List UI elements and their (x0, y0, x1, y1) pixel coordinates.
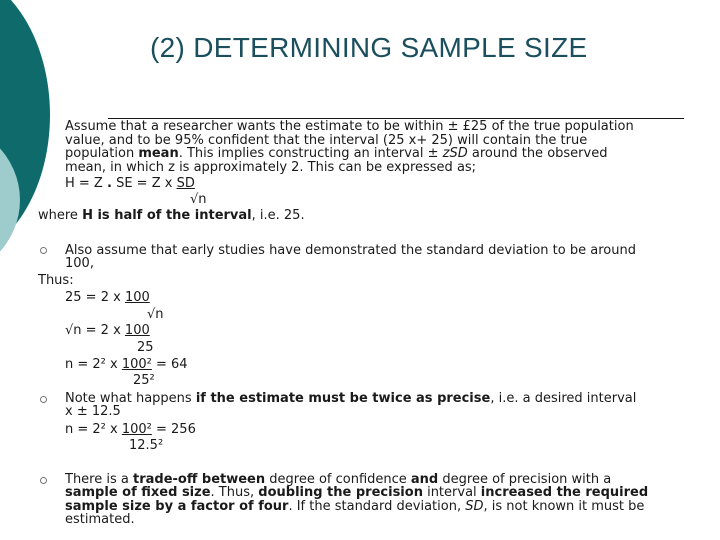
equation-3: n = 2² x 100² = 64 (65, 357, 188, 372)
block3-line1: Note what happens if the estimate must be twice as precise, i.e. a desired interval (65, 391, 637, 406)
block1-where-line: where H is half of the interval, i.e. 25. (38, 208, 305, 223)
block3-line2: x ± 12.5 (65, 404, 121, 419)
block1-line3: population mean. This implies constructing an interval ± zSD around the observed (65, 146, 608, 161)
equation-4: n = 2² x 100² = 256 (65, 422, 196, 437)
block4-line4: estimated. (65, 512, 135, 527)
block2-line1: Also assume that early studies have demonstrated the standard deviation to be around (65, 243, 636, 258)
block4-line3: sample size by a factor of four. If the standard deviation, SD, is not known it must be (65, 499, 645, 514)
block1-line1: Assume that a researcher wants the estimate to be within ± £25 of the true population (65, 119, 634, 134)
bullet-icon (40, 477, 47, 484)
formula-h-denominator: √n (190, 192, 207, 207)
equation-2-denominator: 25 (137, 340, 154, 355)
equation-1: 25 = 2 x 100 (65, 290, 150, 305)
bullet-icon (40, 247, 47, 254)
equation-4-denominator: 12.5² (129, 438, 164, 453)
block4-line2: sample of fixed size. Thus, doubling the precision interval increased the required (65, 485, 649, 500)
block1-line2: value, and to be 95% confident that the interval (25 x+ 25) will contain the true (65, 133, 588, 148)
bullet-icon (40, 396, 47, 403)
equation-2: √n = 2 x 100 (65, 323, 150, 338)
block1-line4: mean, in which z is approximately 2. This can be expressed as; (65, 160, 477, 175)
formula-h: H = Z . SE = Z x SD (65, 176, 195, 191)
block4-line1: There is a trade-off between degree of confidence and degree of precision with a (65, 472, 612, 487)
block2-line2: 100, (65, 256, 94, 271)
equation-1-denominator: √n (147, 307, 164, 322)
slide-title: (2) DETERMINING SAMPLE SIZE (150, 32, 588, 63)
equation-3-denominator: 25² (133, 373, 155, 388)
thus-label: Thus: (38, 273, 74, 288)
